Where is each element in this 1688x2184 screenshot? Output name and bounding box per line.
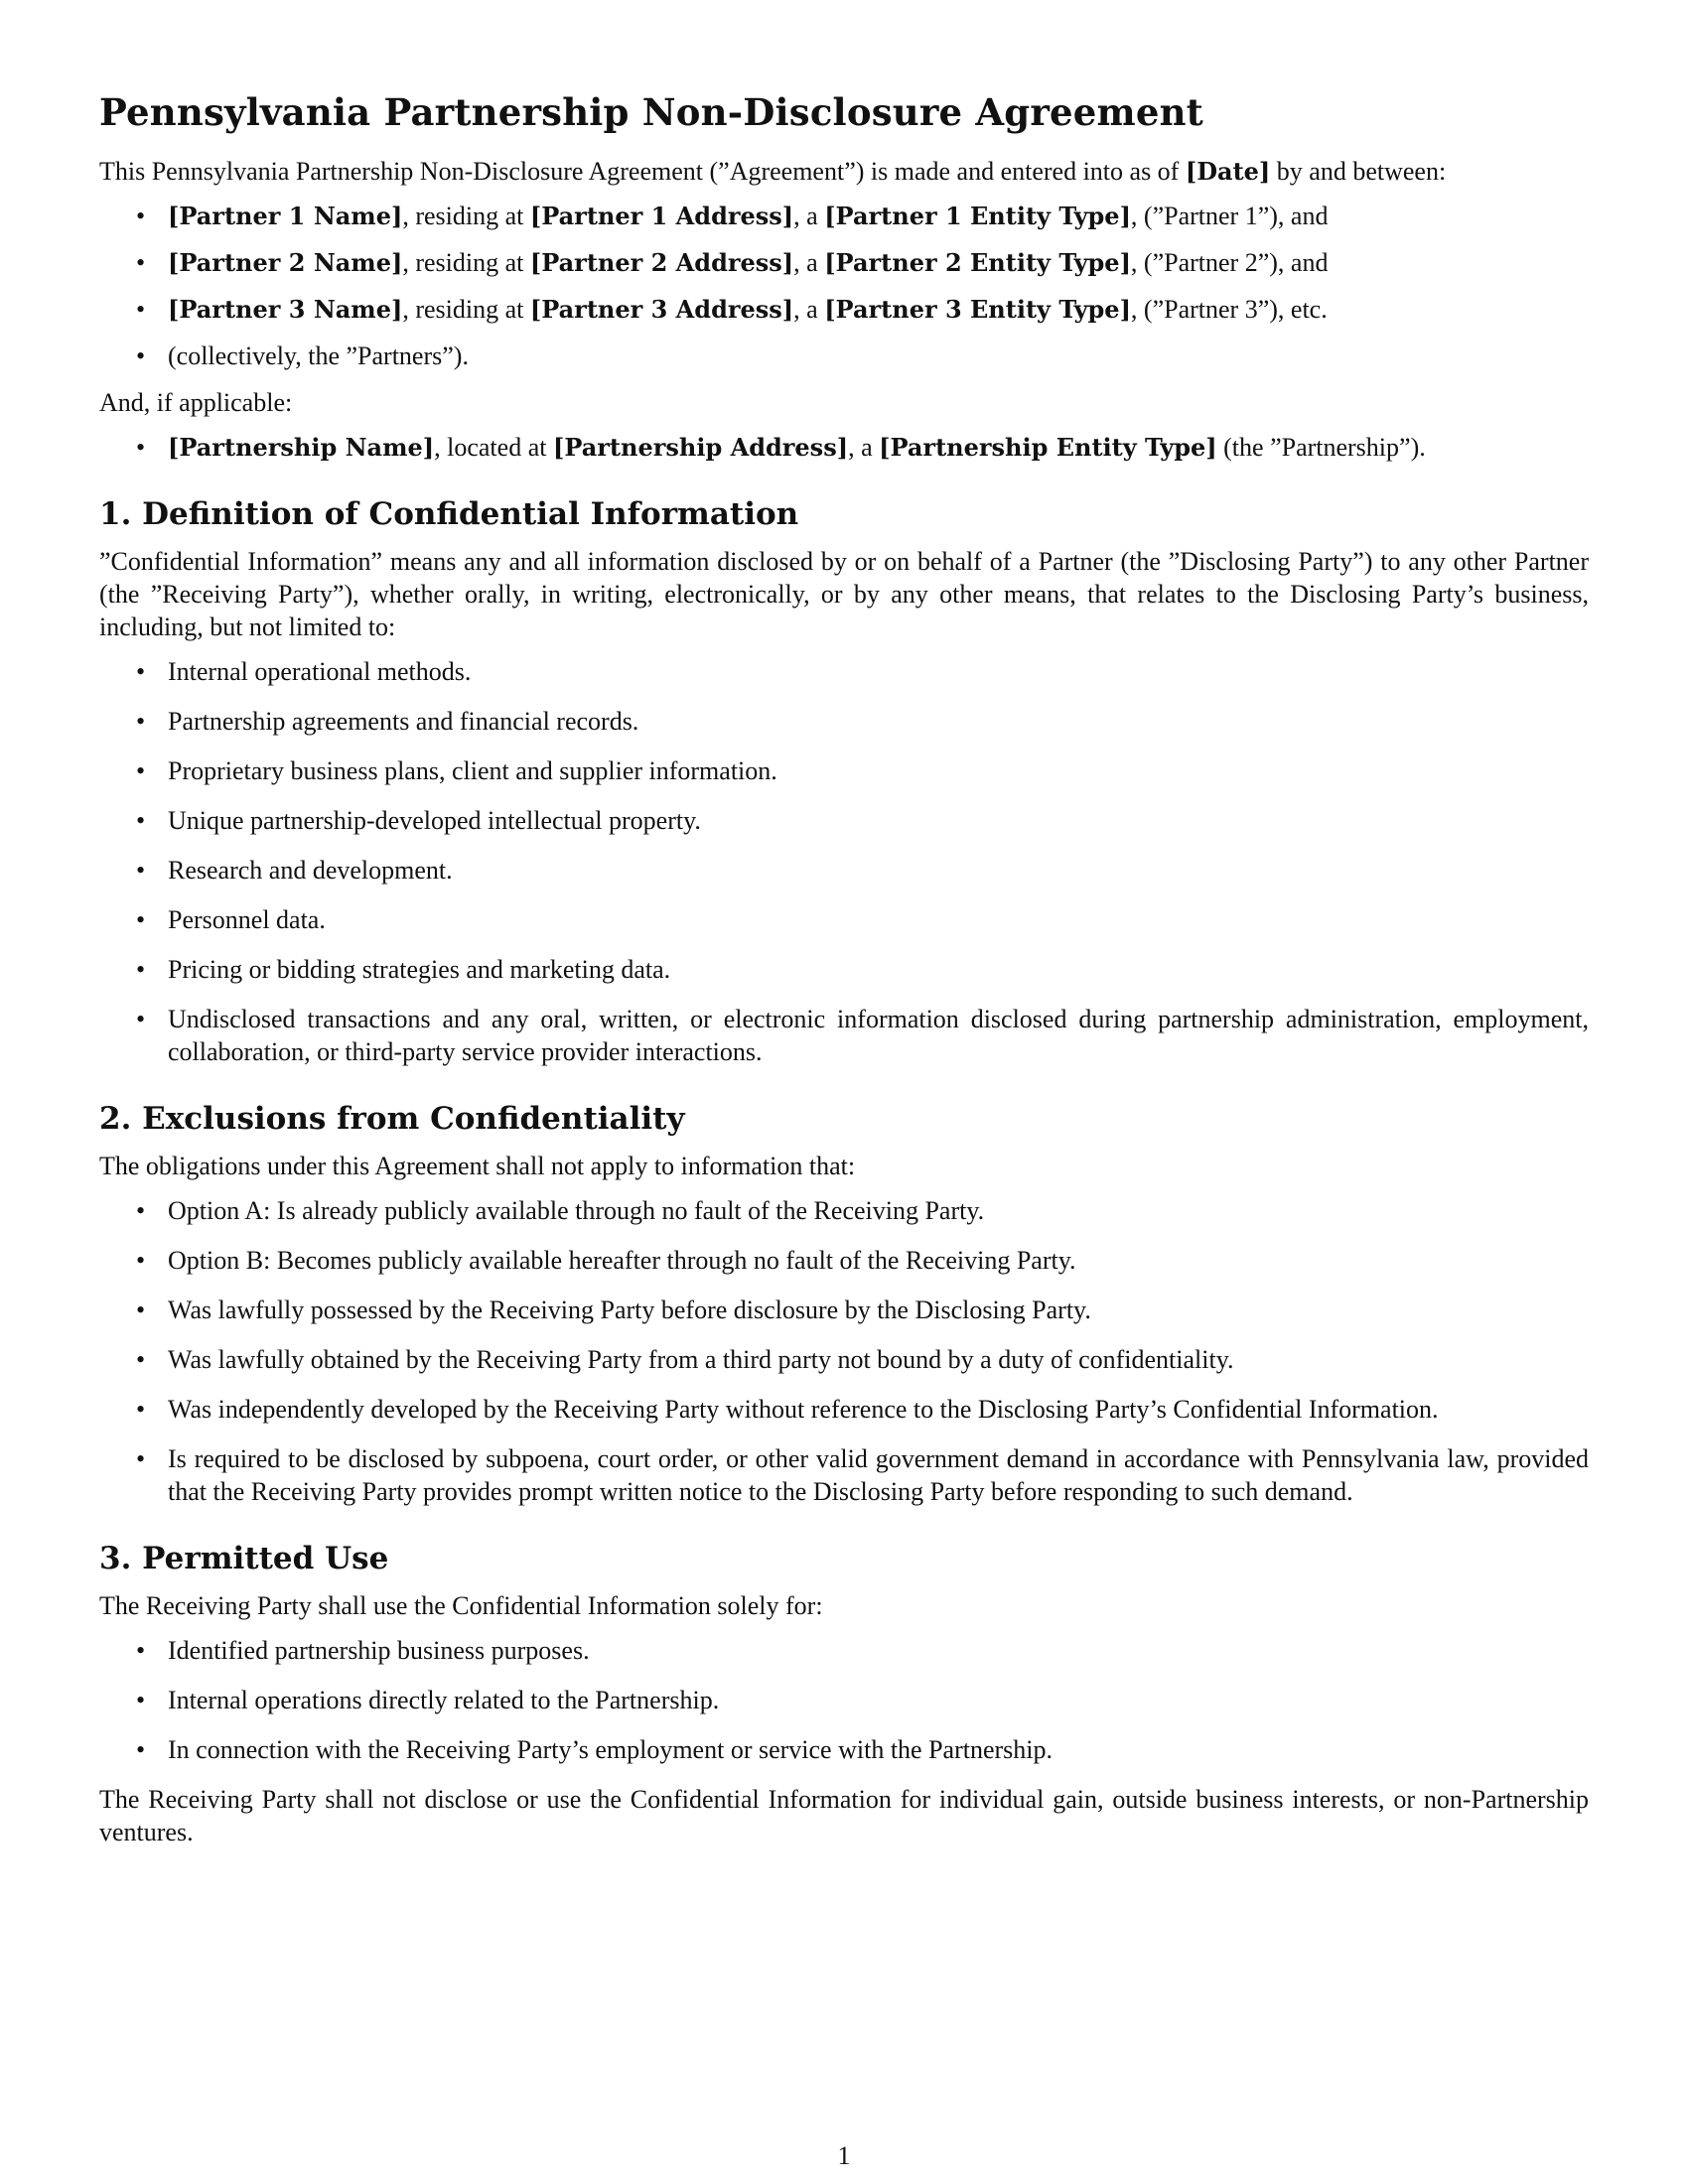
list-item-text: Was lawfully obtained by the Receiving Party from a third party not bound by a duty of confidentiality. <box>168 1345 1234 1374</box>
list-item: • In connection with the Receiving Party’s employment or service with the Partnership. <box>136 1735 1054 1764</box>
list-item: • Identified partnership business purposes. <box>136 1636 590 1665</box>
list-item-partner-3: • [Partner 3 Name], residing at [Partner 3 Address], a [Partner 3 Entity Type], (”Partner 3”), etc. <box>136 295 1328 324</box>
partnership-entity-placeholder: [Partnership Entity Type] <box>879 433 1217 462</box>
list-item: • Partnership agreements and financial records. <box>136 707 639 736</box>
list-item-text: Internal operational methods. <box>168 657 472 686</box>
list-item-text: Proprietary business plans, client and supplier information. <box>168 756 777 785</box>
partner-1-text: , residing at <box>402 202 530 230</box>
list-item: • Option A: Is already publicly available through no fault of the Receiving Party. <box>136 1196 985 1225</box>
partner-1-address-placeholder: [Partner 1 Address] <box>529 202 794 230</box>
list-item-text: Option B: Becomes publicly available hereafter through no fault of the Receiving Party. <box>168 1246 1076 1275</box>
partnership-text: , located at <box>434 433 553 462</box>
page-number: 1 <box>837 2141 851 2170</box>
list-item-partner-2: • [Partner 2 Name], residing at [Partner 2 Address], a [Partner 2 Entity Type], (”Partner 2”), and <box>136 248 1329 277</box>
partner-2-address-placeholder: [Partner 2 Address] <box>529 248 794 277</box>
list-item: • Internal operational methods. <box>136 657 472 686</box>
partner-2-name-placeholder: [Partner 2 Name] <box>168 248 403 277</box>
list-item-text: Undisclosed transactions and any oral, written, or electronic information disclosed during partnership administration, employment, collaboration, or third-party service provider interactions. <box>168 1005 1589 1066</box>
partnership-list <box>99 431 1589 464</box>
section-3-closing: The Receiving Party shall not disclose or use the Confidential Information for individual gain, outside business interests, or non-Partnership ventures. <box>99 1785 1589 1846</box>
list-item-text: Personnel data. <box>168 905 326 934</box>
section-1-list <box>99 655 1589 1068</box>
list-item-text: Was independently developed by the Receiving Party without reference to the Disclosing Party’s Confidential Information. <box>168 1395 1439 1424</box>
list-item: • Undisclosed transactions and any oral, written, or electronic information disclosed during partnership administration, employment, collaboration, or third-party service provider interactions. <box>136 1005 1589 1066</box>
partner-3-text: , residing at <box>402 295 530 324</box>
list-item: • Was lawfully obtained by the Receiving Party from a third party not bound by a duty of confidentiality. <box>136 1345 1234 1374</box>
document-title: Pennsylvania Partnership Non-Disclosure Agreement <box>99 90 1203 134</box>
partner-3-name-placeholder: [Partner 3 Name] <box>168 295 403 324</box>
intro-text-pre: This Pennsylvania Partnership Non-Disclosure Agreement (”Agreement”) is made and entered into as of <box>99 157 1186 186</box>
partner-1-name-placeholder: [Partner 1 Name] <box>168 202 403 230</box>
partner-3-text: , a <box>793 295 825 324</box>
list-item: • Is required to be disclosed by subpoena, court order, or other valid government demand in accordance with Pennsylvania law, provided that the Receiving Party provides prompt written notice to the Disclosing Party before responding to such demand. <box>136 1444 1589 1506</box>
date-placeholder: [Date] <box>1185 157 1271 186</box>
list-item-text: Internal operations directly related to the Partnership. <box>168 1686 720 1714</box>
intro-text-post: by and between: <box>1270 157 1447 186</box>
partner-1-text: , (”Partner 1”), and <box>1130 202 1329 230</box>
list-item-text: Unique partnership-developed intellectual property. <box>168 806 701 835</box>
partners-list <box>99 200 1589 372</box>
partner-1-text: , a <box>793 202 825 230</box>
partner-2-text: , residing at <box>402 248 530 277</box>
list-item: • Unique partnership-developed intellectual property. <box>136 806 701 835</box>
list-item: • Proprietary business plans, client and supplier information. <box>136 756 777 785</box>
list-item-partnership: • [Partnership Name], located at [Partnership Address], a [Partnership Entity Type] (the ”Partnership”). <box>136 433 1426 462</box>
collectively-text: (collectively, the ”Partners”). <box>168 341 469 370</box>
section-1-body: ”Confidential Information” means any and all information disclosed by or on behalf of a Partner (the ”Disclosing Party”) to any other Partner (the ”Receiving Party”), whether orally, in writing, electronically, or by any other means, that relates to the Disclosing Party’s business, including, but not limited to: <box>99 547 1589 641</box>
section-2-body: The obligations under this Agreement shall not apply to information that: <box>99 1152 856 1180</box>
list-item: • Was lawfully possessed by the Receiving Party before disclosure by the Disclosing Party. <box>136 1296 1091 1324</box>
section-2-heading: 2. Exclusions from Confidentiality <box>99 1101 685 1137</box>
partner-3-text: , (”Partner 3”), etc. <box>1130 295 1328 324</box>
list-item-collectively: • (collectively, the ”Partners”). <box>136 341 469 370</box>
list-item: • Option B: Becomes publicly available hereafter through no fault of the Receiving Party. <box>136 1246 1076 1275</box>
section-3-list <box>99 1634 1589 1766</box>
section-2-list <box>99 1194 1589 1508</box>
partnership-text: (the ”Partnership”). <box>1216 433 1426 462</box>
partner-2-entity-placeholder: [Partner 2 Entity Type] <box>824 248 1131 277</box>
list-item: • Personnel data. <box>136 905 326 934</box>
list-item-text: Pricing or bidding strategies and marketing data. <box>168 955 671 984</box>
intro-paragraph <box>99 155 1589 188</box>
list-item-partner-1: • [Partner 1 Name], residing at [Partner 1 Address], a [Partner 1 Entity Type], (”Partner 1”), and <box>136 202 1329 230</box>
if-applicable-text: And, if applicable: <box>99 388 293 417</box>
list-item-text: Research and development. <box>168 856 453 885</box>
list-item: • Research and development. <box>136 856 453 885</box>
section-3-body: The Receiving Party shall use the Confidential Information solely for: <box>99 1591 823 1620</box>
partnership-text: , a <box>848 433 880 462</box>
list-item-text: In connection with the Receiving Party’s employment or service with the Partnership. <box>168 1735 1054 1764</box>
list-item: • Internal operations directly related to the Partnership. <box>136 1686 720 1714</box>
partnership-address-placeholder: [Partnership Address] <box>552 433 849 462</box>
list-item-text: Identified partnership business purposes. <box>168 1636 590 1665</box>
partner-1-entity-placeholder: [Partner 1 Entity Type] <box>824 202 1131 230</box>
partner-2-text: , (”Partner 2”), and <box>1130 248 1329 277</box>
section-3-heading: 3. Permitted Use <box>99 1541 389 1576</box>
list-item-text: Partnership agreements and financial records. <box>168 707 639 736</box>
partner-2-text: , a <box>793 248 825 277</box>
list-item-text: Is required to be disclosed by subpoena, court order, or other valid government demand in accordance with Pennsylvania law, provided that the Receiving Party provides prompt written notice to the Disclosing Party before responding to such demand. <box>168 1444 1589 1506</box>
list-item: • Pricing or bidding strategies and marketing data. <box>136 955 671 984</box>
list-item-text: Option A: Is already publicly available through no fault of the Receiving Party. <box>168 1196 985 1225</box>
partnership-name-placeholder: [Partnership Name] <box>168 433 435 462</box>
section-1-heading: 1. Definition of Confidential Information <box>99 496 799 532</box>
list-item: • Was independently developed by the Receiving Party without reference to the Disclosing Party’s Confidential Information. <box>136 1395 1439 1424</box>
document-page <box>99 87 1589 1860</box>
partner-3-entity-placeholder: [Partner 3 Entity Type] <box>824 295 1131 324</box>
list-item-text: Was lawfully possessed by the Receiving Party before disclosure by the Disclosing Party. <box>168 1296 1091 1324</box>
partner-3-address-placeholder: [Partner 3 Address] <box>529 295 794 324</box>
